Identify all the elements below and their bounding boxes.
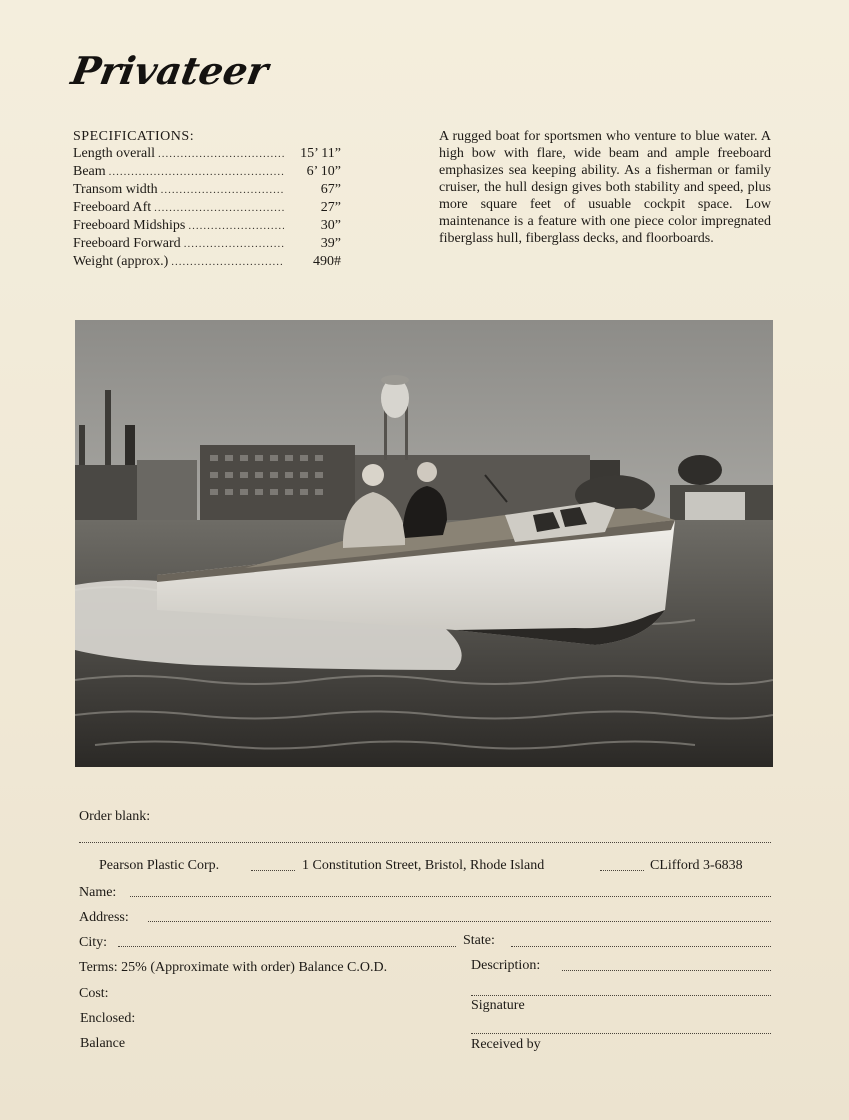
specifications-heading: SPECIFICATIONS: <box>73 129 195 144</box>
spec-label: Length overall <box>73 146 156 161</box>
spec-label: Weight (approx.) <box>73 254 169 269</box>
spec-row <box>73 253 341 271</box>
spec-row <box>73 199 341 217</box>
spec-value: 15’ 11” <box>300 146 341 161</box>
leader-dots <box>188 218 284 235</box>
cost-label: Cost: <box>79 986 109 1001</box>
specifications-block <box>73 128 341 271</box>
name-field[interactable] <box>130 896 771 897</box>
separator-dots <box>600 870 644 871</box>
description-field[interactable] <box>562 970 771 971</box>
leader-dots <box>161 182 284 199</box>
signature-field[interactable] <box>471 1033 771 1034</box>
leader-dots <box>171 254 284 271</box>
spec-value: 490# <box>313 254 341 269</box>
spec-label: Beam <box>73 164 106 179</box>
leader-dots <box>184 236 284 253</box>
company-name: Pearson Plastic Corp. <box>99 858 220 873</box>
received-by-label: Received by <box>471 1037 541 1052</box>
spec-value: 67” <box>320 182 341 197</box>
signature-label: Signature <box>471 998 525 1013</box>
spec-label: Freeboard Midships <box>73 218 186 233</box>
boat-photo <box>75 320 773 767</box>
company-phone: CLifford 3-6838 <box>650 858 743 873</box>
spec-value: 6’ 10” <box>306 164 341 179</box>
leader-dots <box>109 164 284 181</box>
name-label: Name: <box>79 885 117 900</box>
order-blank-line[interactable] <box>79 842 771 843</box>
spec-row <box>73 235 341 253</box>
spec-label: Transom width <box>73 182 158 197</box>
city-field[interactable] <box>118 946 456 947</box>
spec-value: 30” <box>320 218 341 233</box>
spec-row <box>73 217 341 235</box>
address-field[interactable] <box>148 921 771 922</box>
state-field[interactable] <box>511 946 771 947</box>
address-label: Address: <box>79 910 129 925</box>
description-label: Description: <box>471 958 541 973</box>
spec-label: Freeboard Aft <box>73 200 152 215</box>
spec-label: Freeboard Forward <box>73 236 181 251</box>
separator-dots <box>251 870 295 871</box>
company-address: 1 Constitution Street, Bristol, Rhode Island <box>302 858 545 873</box>
boat-photo-illustration <box>75 320 773 767</box>
balance-label: Balance <box>80 1036 126 1051</box>
spec-row <box>73 181 341 199</box>
spec-row <box>73 163 341 181</box>
leader-dots <box>158 146 284 163</box>
state-label: State: <box>463 933 495 948</box>
boat-description: A rugged boat for sportsmen who venture to blue water. A high bow with flare, wide beam and ample freeboard emphasizes sea keeping ability. As a fisherman or family cruiser, the hull design gives both stability and speed, plus more square feet of usuable cockpit space. Low maintenance is a feature with one piece color impregnated fiberglass hull, fiberglass decks, and floorboards. <box>439 129 771 246</box>
city-label: City: <box>79 935 108 950</box>
page-title: Privateer <box>68 48 272 93</box>
terms-text: Terms: 25% (Approximate with order) Balance C.O.D. <box>79 960 388 975</box>
description-field-line-2[interactable] <box>471 995 771 996</box>
spec-row <box>73 145 341 163</box>
spec-value: 39” <box>320 236 341 251</box>
order-blank-label: Order blank: <box>79 809 151 824</box>
leader-dots <box>154 200 284 217</box>
spec-value: 27” <box>320 200 341 215</box>
enclosed-label: Enclosed: <box>80 1011 136 1026</box>
